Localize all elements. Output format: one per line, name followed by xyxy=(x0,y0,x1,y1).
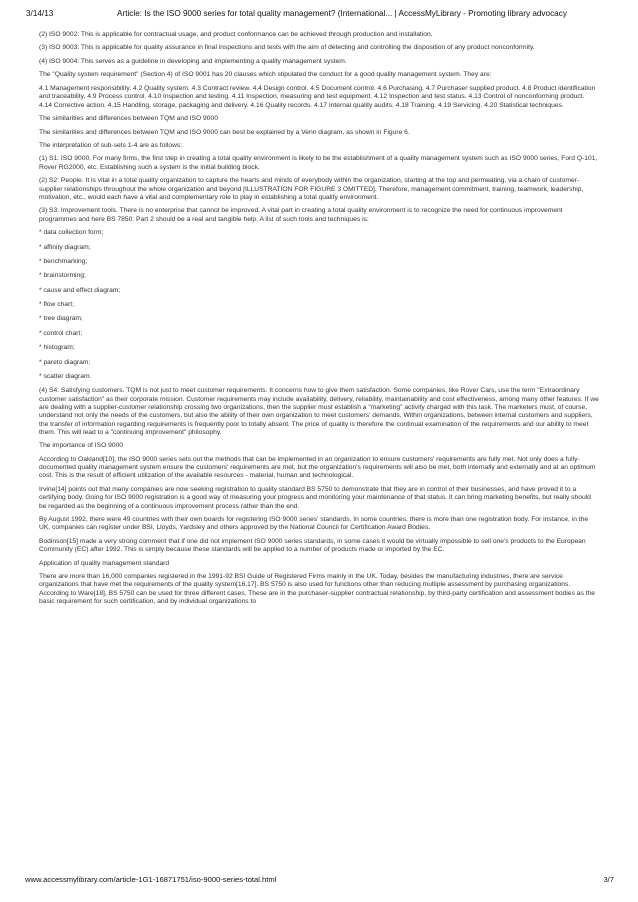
page-footer xyxy=(0,873,638,887)
list-item: * pareto diagram; xyxy=(39,358,91,366)
paragraph-subsets-intro: The interpretation of sub-sets 1-4 are as follows: xyxy=(39,141,183,149)
paragraph-clauses-list: 4.1 Management responsibility. 4.2 Quality system. 4.3 Contract review. 4.4 Design control. 4.5 Document control. 4.6 Purchasing. 4.7 Purchaser supplied product. 4.8 Product identification and traceability. 4.9 Process control. 4.10 Inspection and testing. 4.11 Inspection, measuring and test equipment. 4.12 Inspection and test status. 4.13 Control of nonconforming product. 4.14 Corrective action. 4.15 Handling, storage, packaging and delivery. 4.16 Quality records. 4.17 Internal quality audits. 4.18 Training. 4.19 Servicing. 4.20 Statistical techniques. xyxy=(39,84,596,109)
paragraph-oakland: According to Oakland[10], the ISO 9000 series sets out the methods that can be implemented in an organization to ensure customers' requirements are fully met. Not only does a fully-documented quality management system ensure the customers' requirements are met, but the organization's requirements will also be met, both internally and externally and at an optimum cost. This is the result of efficient utilization of the available resources - material, human and technological. xyxy=(39,455,596,480)
section-heading-importance: The importance of ISO 9000 xyxy=(39,442,124,450)
page-header xyxy=(0,0,638,22)
paragraph-iso9004: (4) ISO 9004: This serves as a guideline in developing and implementing a quality management system. xyxy=(39,57,347,65)
source-url: www.accessmylibrary.com/article-1G1-16871751/iso-9000-series-total.html xyxy=(25,875,277,884)
paragraph-quality-system-requirement: The "Quality system requirement" (Section 4) of ISO 9001 has 20 clauses which stipulated the conduct for a good quality management system. They are: xyxy=(39,71,492,79)
paragraph-s3: (3) S3: Improvement tools. There is no enterprise that cannot be improved. A vital part in creating a total quality environment is to recognize the need for continuous improvement programmes and here BS 7850: Part 2 should be a real and tangible help. A list of such tools and techniques is: xyxy=(39,207,563,223)
section-heading-application: Application of quality management standard xyxy=(39,559,170,567)
paragraph-venn-intro: The similarities and differences between TQM and ISO 9000 can best be explained by a Venn diagram, as shown in Figure 6. xyxy=(39,128,410,136)
list-item: * brainstorming; xyxy=(39,272,86,280)
list-item: * histogram; xyxy=(39,344,75,352)
paragraph-august-1992: By August 1992, there were 49 countries with their own boards for registering ISO 9000 series' standards. In some countries, there is more than one registration body. For instance, in the UK, companies can register under BSI, Lloyds, Yardsley and others approved by the National Council for Certification Award Bodies. xyxy=(39,516,589,532)
paragraph-iso9002: (2) ISO 9002: This is applicable for contractual usage, and product conformance can be achieved through production and installation. xyxy=(39,31,433,38)
print-date: 3/14/13 xyxy=(26,9,54,18)
paragraph-s1: (1) S1: ISO 9000. For many firms, the first step in creating a total quality environment is likely to be the establishment of a quality management system such as ISO 9000 series, Ford Q-101, Rover RG2000, etc. Establishing such a system is the initial building block. xyxy=(39,155,598,171)
list-item: * flow chart; xyxy=(39,301,74,309)
list-item: * affinity diagram; xyxy=(39,243,91,251)
list-item: * cause and effect diagram; xyxy=(39,286,121,294)
article-body xyxy=(39,31,599,611)
page-title: Article: Is the ISO 9000 series for total quality management? (International... | AccessMyLibrary - Promoting library advocacy xyxy=(117,9,567,18)
paragraph-s2: (2) S2: People. It is vital in a total quality organization to capture the hearts and minds of everybody within the organization, starting at the top and permeating, via a chain of customer-supplier relationships throughout the whole organization and beyond [ILLUSTRATION FOR FIGURE 3 OMITTED]. Therefore, management commitment, training, teamwork, leadership, motivation, etc., would each have a vital and complementary role to play in establishing a total quality environment. xyxy=(39,177,584,201)
list-item: * data collection form; xyxy=(39,229,104,237)
paragraph-bodinson: Bodinson[15] made a very strong comment that if one did not implement ISO 9000 series standards, in some cases it would be virtually impossible to sell one's products to the European Community (EC) after 1992. This is simply because these standards will be applied to a number of products made or imported by the EC. xyxy=(39,537,586,554)
section-heading-similarities: The similarities and differences between TQM and ISO 9000 xyxy=(39,115,218,123)
paragraph-registered-companies: There are more than 16,000 companies registered in the 1991-92 BSI Guide of Registered Firms mainly in the UK. Today, besides the manufacturing industries, there are service organizations that have met the requirements of the quality system[16,17]. BS 5750 is also used for functions other than reducing multiple assessment by purchasing organizations. According to Ware[18], BS 5750 can be used for three different cases. These are in the purchaser-supplier contractual relationship, by third-party certification and assessment bodies as the basic requirement for such certification, and by individual organizations to xyxy=(39,573,595,605)
list-item: * benchmarking; xyxy=(39,257,88,265)
list-item: * scatter diagram. xyxy=(39,373,92,381)
list-item: * control chart; xyxy=(39,329,83,337)
paragraph-s4: (4) S4: Satisfying customers. TQM is not just to meet customer requirements. It concerns how to give them satisfaction. Some companies, like Rover Cars, use the term "Extraordinary customer satisfaction" as their corporate mission. Customer requirements may include availability, delivery, reliability, maintainability and cost effectiveness, among many other features. If we are dealing with a supplier-customer relationship crossing two organizations, then the supplier must establish a "marketing" activity charged with this task. The marketers must, of course, understand not only the needs of the customers, but also the ability of their own organization to meet customers' demands. Within organizations, between internal customers and suppliers, the transfer of information regarding requirements is frequently poor to totally absent. The price of quality is therefore the continual examination of the requirements and our ability to meet them. This will lead to a "continuing improvement" philosophy. xyxy=(39,387,599,436)
paragraph-iso9003: (3) ISO 9003: This is applicable for quality assurance in final inspections and tests with the aim of detecting and controlling the disposition of any product nonconformity. xyxy=(39,44,535,52)
page-number: 3/7 xyxy=(603,875,614,884)
paragraph-irvine: Irvine[14] points out that many companies are now seeking registration to quality standard BS 5750 to demonstrate that they are in control of their businesses, and have proved it to a certifying body. Going for ISO 9000 registration is a good way of measuring your progress and monitoring your maintenance of that status. It can bring marketing benefits, but really should be regarded as the beginning of a continuous improvement process rather than the end. xyxy=(39,485,591,510)
list-item: * tree diagram; xyxy=(39,315,83,323)
